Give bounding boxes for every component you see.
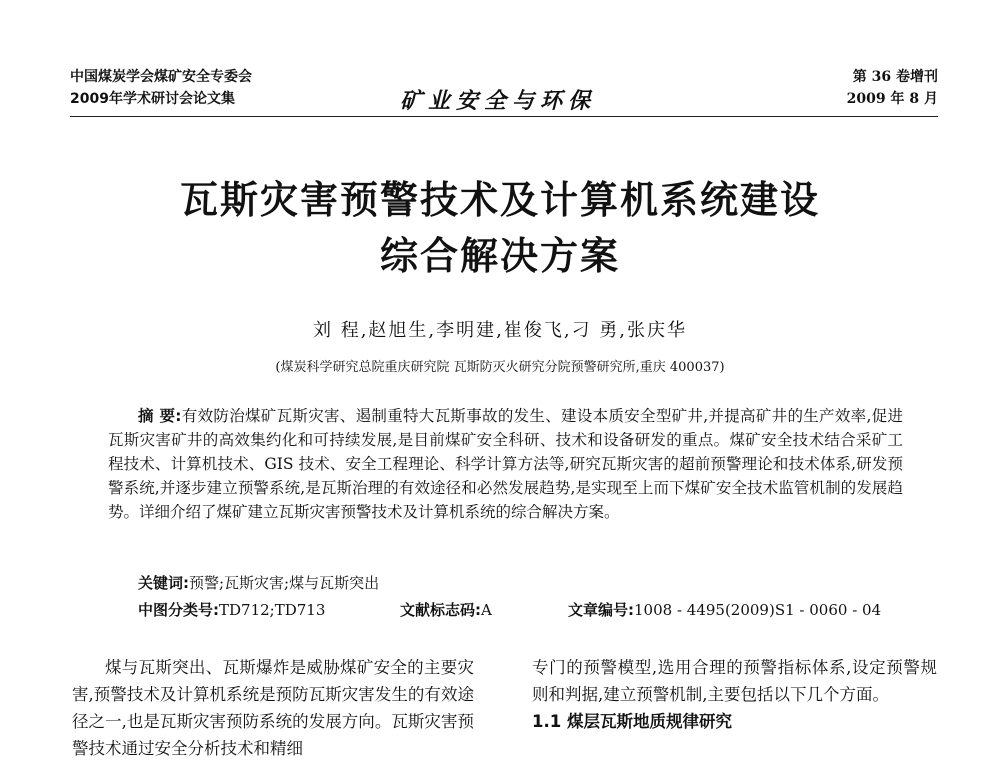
clc-label: 中图分类号: xyxy=(138,601,219,619)
abstract-text: 有效防治煤矿瓦斯灾害、遏制重特大瓦斯事故的发生、建设本质安全型矿井,并提高矿井的生产效率,促进瓦斯灾害矿井的高效集约化和可持续发展,是目前煤矿安全科研、技术和设备研发的重点。煤矿安全技术结合采矿工程技术、计算机技术、GIS 技术、安全工程理论、科学计算方法等,研究瓦斯灾害的超前预警理论和技术体系,研发预警系统,并逐步建立预警系统,是瓦斯治理的有效途径和必然发展趋势,是实现至上而下煤矿安全技术监管机制的发展趋势。详细介绍了煤矿建立瓦斯灾害预警技术及计算机系统的综合解决方案。 xyxy=(108,407,903,521)
conference-name: 中国煤炭学会煤矿安全专委会 xyxy=(70,69,252,85)
header-rule xyxy=(70,116,938,117)
journal-name: 矿业安全与环保 xyxy=(400,88,597,114)
section-heading: 1.1 煤层瓦斯地质规律研究 xyxy=(532,712,732,731)
article-number xyxy=(568,599,881,620)
article-number-value: 1008 - 4495(2009)S1 - 0060 - 04 xyxy=(634,601,882,619)
paper-title xyxy=(0,172,1000,284)
body-paragraph-continued: 专门的预警模型,选用合理的预警指标体系,设定预警规则和判据,建立预警机制,主要包括以下几个方面。 xyxy=(532,658,937,704)
title-line-2: 综合解决方案 xyxy=(379,234,620,278)
conference-info xyxy=(70,66,252,110)
keywords xyxy=(138,572,379,593)
body-paragraph: 煤与瓦斯突出、瓦斯爆炸是威胁煤矿安全的主要灾害,预警技术及计算机系统是预防瓦斯灾害发生的有效途径之一,也是瓦斯灾害预防系统的发展方向。瓦斯灾害预警技术通过安全分析技术和精细 xyxy=(72,658,474,758)
article-number-label: 文章编号: xyxy=(568,601,634,619)
doc-code-value: A xyxy=(481,601,492,619)
keywords-label: 关键词: xyxy=(138,574,189,592)
clc-value: TD712;TD713 xyxy=(219,601,326,619)
affiliation: (煤炭科学研究总院重庆研究院 瓦斯防灭火研究分院预警研究所,重庆 400037) xyxy=(275,360,725,375)
keywords-text: 预警;瓦斯灾害;煤与瓦斯突出 xyxy=(189,574,380,592)
body-column-right xyxy=(532,654,937,735)
abstract-label: 摘 要: xyxy=(138,407,182,425)
author-list: 刘 程,赵旭生,李明建,崔俊飞,刁 勇,张庆华 xyxy=(312,320,688,341)
title-line-1: 瓦斯灾害预警技术及计算机系统建设 xyxy=(179,178,820,222)
clc-number xyxy=(138,599,325,620)
issue-info xyxy=(847,66,938,110)
issue-date: 2009 年 8 月 xyxy=(846,91,938,107)
document-code xyxy=(400,599,492,620)
volume-label: 第 36 卷增刊 xyxy=(852,69,938,85)
proceedings-name: 2009年学术研讨会论文集 xyxy=(70,91,235,107)
running-header xyxy=(70,66,938,120)
body-column-left xyxy=(72,654,474,762)
abstract xyxy=(108,404,903,524)
doc-code-label: 文献标志码: xyxy=(400,601,481,619)
